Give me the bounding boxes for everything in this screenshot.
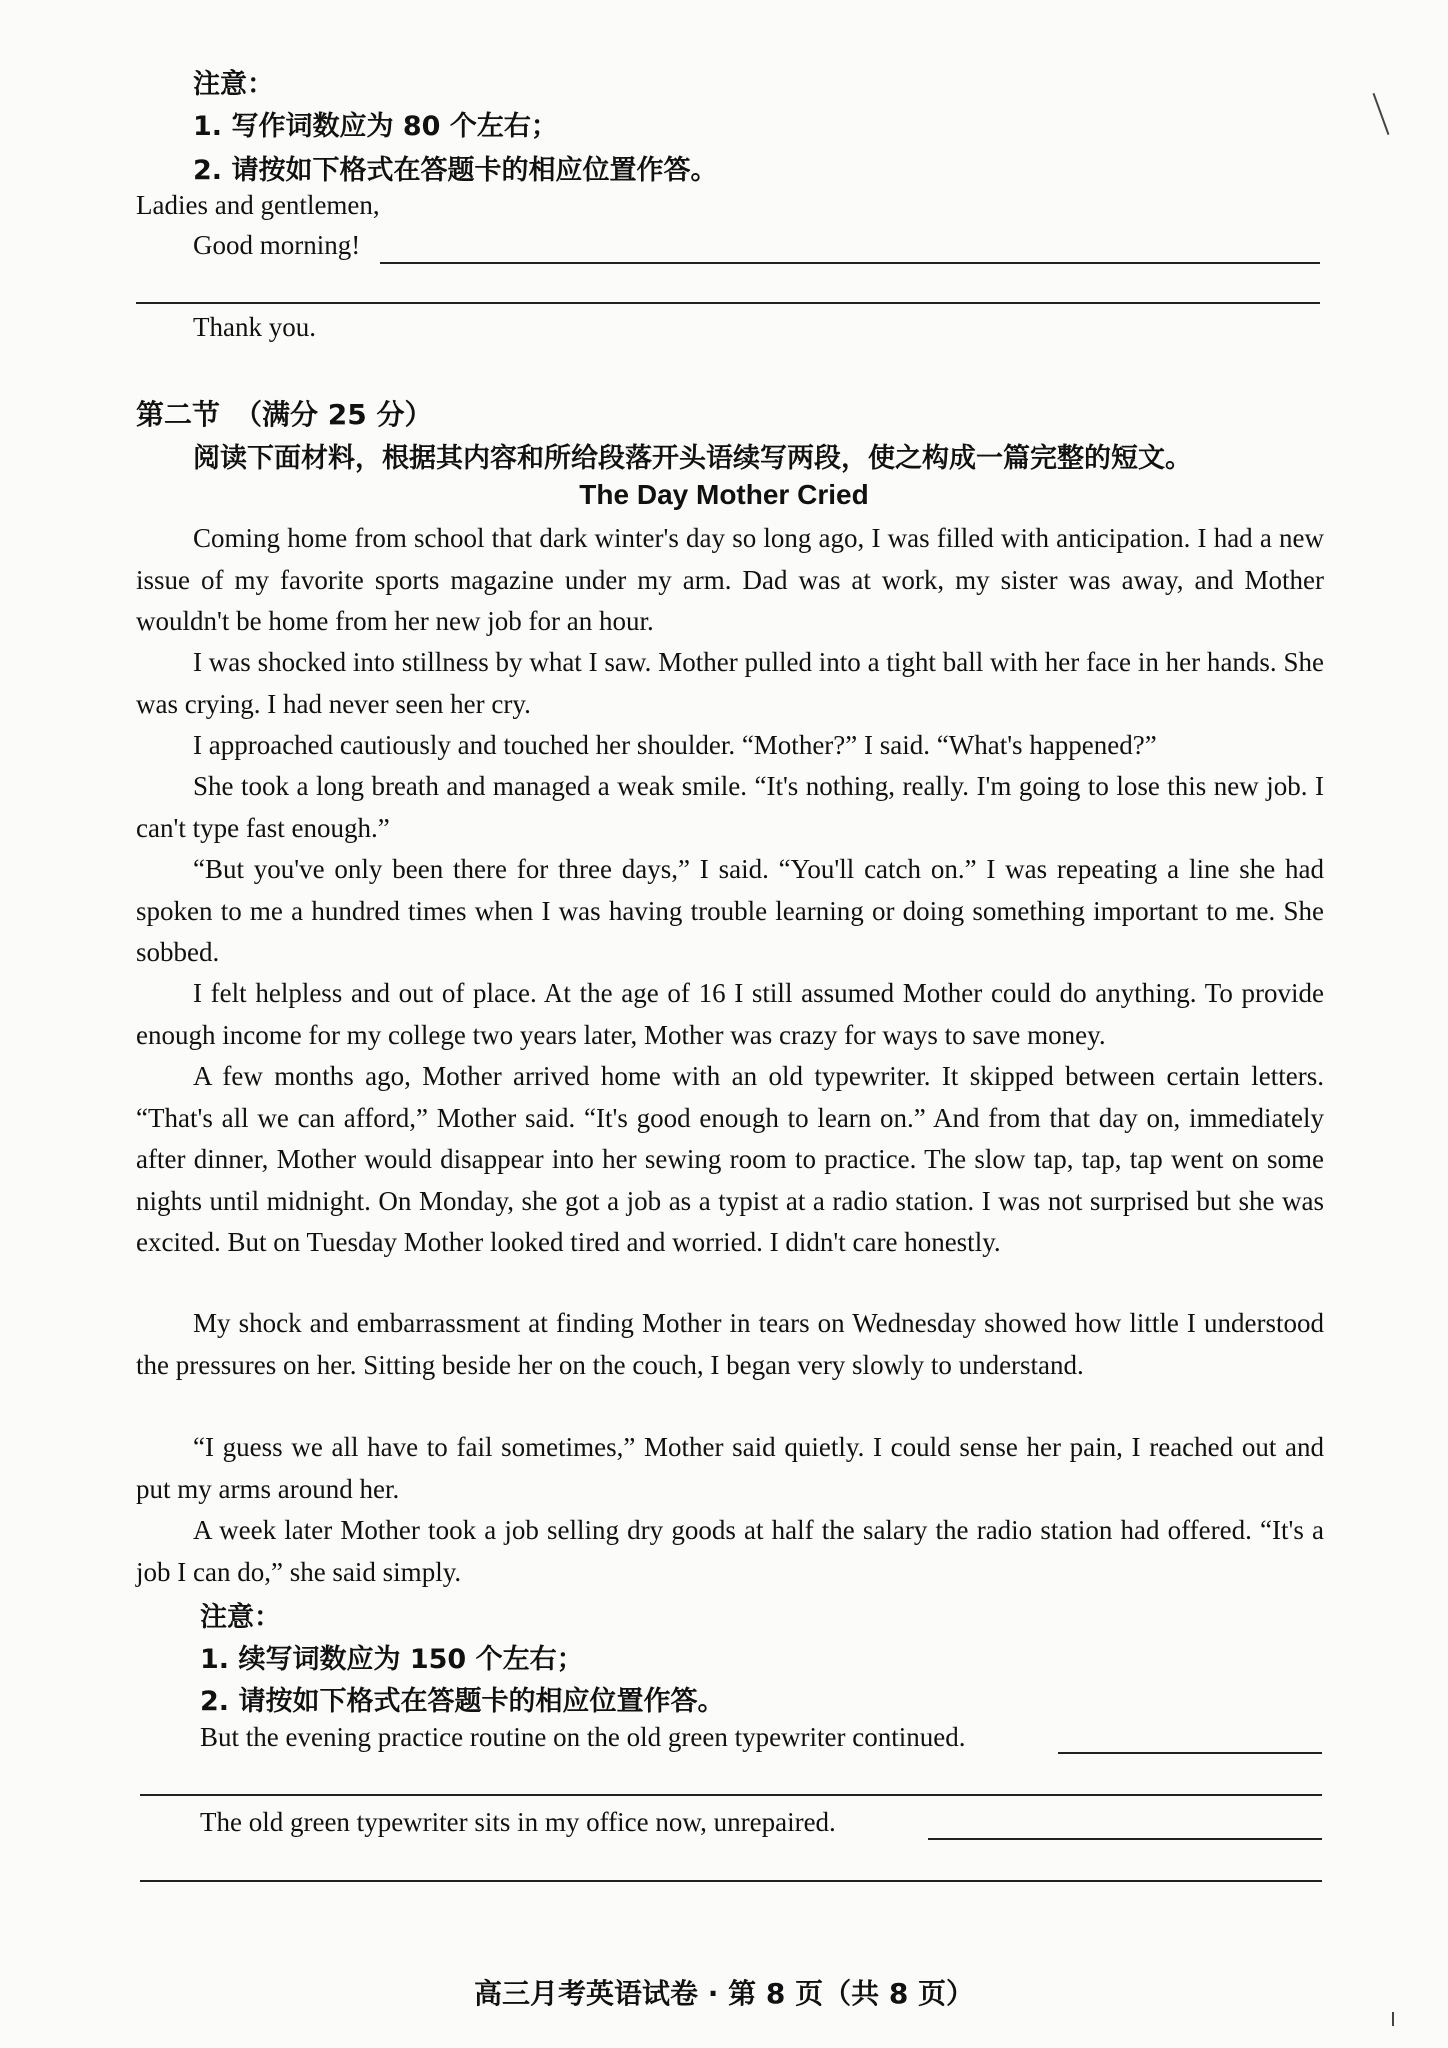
continuation-prompt-2: The old green typewriter sits in my office now, unrepaired. <box>200 1807 836 1837</box>
passage-paragraph: I felt helpless and out of place. At the age of 16 I still assumed Mother could do anything. To provide enough income for my college two years later, Mother was crazy for ways to save money. <box>136 978 1324 1050</box>
note-item-1a: 1. 写作词数应为 80 个左右； <box>193 111 558 142</box>
section-heading: 第二节 （满分 25 分） <box>136 398 433 431</box>
note-item-1b: 2. 请按如下格式在答题卡的相应位置作答。 <box>193 155 718 186</box>
answer-line <box>380 262 1320 264</box>
answer-line <box>136 302 1320 304</box>
continuation-prompt-1: But the evening practice routine on the old green typewriter continued. <box>200 1722 966 1752</box>
page-footer: 高三月考英语试卷 · 第 8 页（共 8 页） <box>473 1977 975 2010</box>
passage-paragraph: Coming home from school that dark winter's day so long ago, I was filled with anticipation. I had a new issue of my favorite sports magazine under my arm. Dad was at work, my sister was away, and Mother wouldn't be home from her new job for an hour. <box>136 523 1324 636</box>
letter-closing: Thank you. <box>193 312 316 342</box>
scan-mark <box>1373 93 1390 135</box>
answer-line <box>140 1880 1322 1882</box>
answer-line <box>140 1794 1322 1796</box>
passage-paragraph: She took a long breath and managed a weak smile. “It's nothing, really. I'm going to lose this new job. I can't type fast enough.” <box>136 771 1324 843</box>
note-item-2a: 1. 续写词数应为 150 个左右； <box>200 1644 584 1675</box>
note-label-2: 注意： <box>200 1602 281 1633</box>
passage-title: The Day Mother Cried <box>579 479 869 510</box>
section-instruction: 阅读下面材料，根据其内容和所给段落开头语续写两段，使之构成一篇完整的短文。 <box>193 443 1192 474</box>
note-item-2b: 2. 请按如下格式在答题卡的相应位置作答。 <box>200 1686 725 1717</box>
passage-paragraph: I was shocked into stillness by what I saw. Mother pulled into a tight ball with her face in her hands. She was crying. I had never seen her cry. <box>136 647 1324 719</box>
passage-paragraph: I approached cautiously and touched her shoulder. “Mother?” I said. “What's happened?” <box>193 730 1157 760</box>
passage-paragraph: A few months ago, Mother arrived home with an old typewriter. It skipped between certain letters. “That's all we can afford,” Mother said. “It's good enough to learn on.” And from that day on, immediately after dinner, Mother would disappear into her sewing room to practice. The slow tap, tap, tap went on some nights until midnight. On Monday, she got a job as a typist at a radio station. I was not surprised but she was excited. But on Tuesday Mother looked tired and worried. I didn't care honestly. <box>136 1061 1324 1257</box>
passage-paragraph: My shock and embarrassment at finding Mother in tears on Wednesday showed how little I understood the pressures on her. Sitting beside her on the couch, I began very slowly to understand. <box>136 1308 1324 1380</box>
answer-line <box>1058 1752 1322 1754</box>
passage-paragraph: “But you've only been there for three days,” I said. “You'll catch on.” I was repeating a line she had spoken to me a hundred times when I was having trouble learning or doing something important to me. She sobbed. <box>136 854 1324 967</box>
passage-paragraph: “I guess we all have to fail sometimes,” Mother said quietly. I could sense her pain, I reached out and put my arms around her. <box>136 1432 1324 1504</box>
letter-greeting: Ladies and gentlemen, <box>136 190 380 220</box>
letter-opening: Good morning! <box>193 230 361 260</box>
answer-line <box>928 1838 1322 1840</box>
passage-paragraph: A week later Mother took a job selling dry goods at half the salary the radio station had offered. “It's a job I can do,” she said simply. <box>136 1515 1324 1587</box>
scan-mark <box>1392 2012 1394 2026</box>
note-label-1: 注意： <box>193 69 274 100</box>
